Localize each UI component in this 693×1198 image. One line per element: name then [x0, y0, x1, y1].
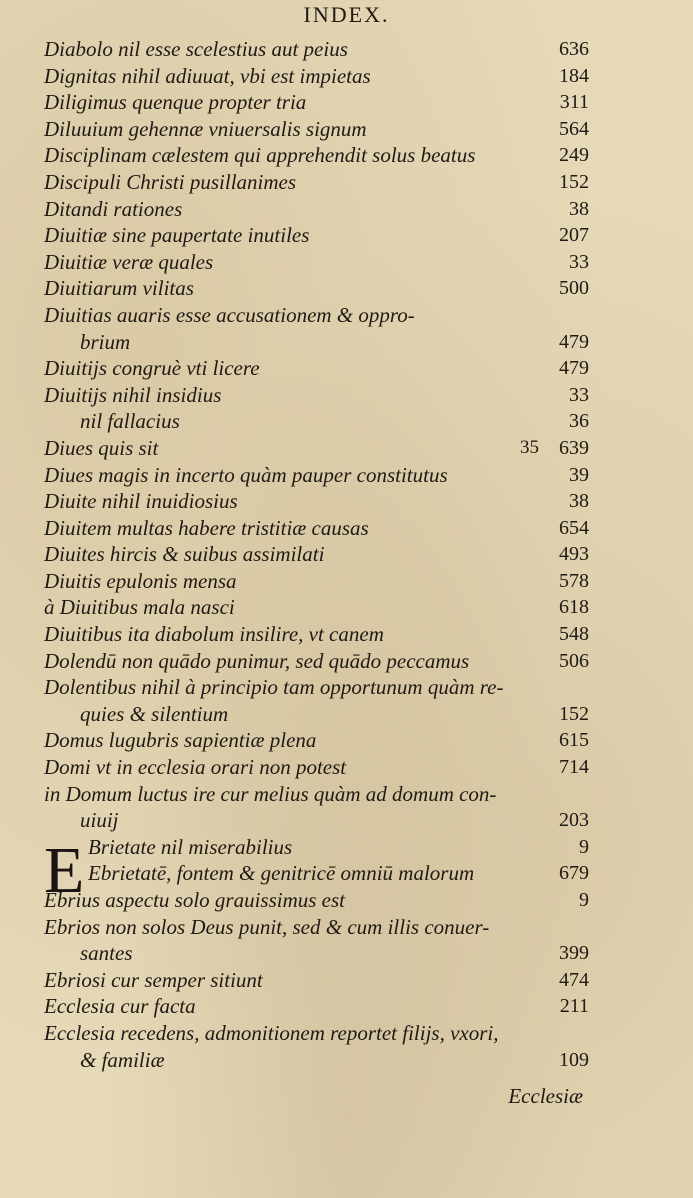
entry-text: à Diuitibus mala nasci	[44, 595, 235, 620]
index-entry	[44, 488, 589, 515]
entry-page: 39	[569, 463, 589, 486]
entry-page: 615	[559, 729, 589, 752]
entry-text: Diabolo nil esse scelestius aut peius	[44, 37, 348, 61]
index-entries	[44, 36, 589, 1073]
entry-page: 207	[559, 224, 589, 247]
entry-text: Dolentibus nihil à principio tam opportunum quàm re-	[44, 675, 504, 700]
entry-page: 311	[559, 91, 589, 114]
entry-text: Dolendū non quādo punimur, sed quādo peccamus	[44, 648, 470, 673]
entry-page: 38	[569, 197, 589, 220]
entry-text: Brietate nil miserabilius	[88, 834, 293, 859]
entry-page: 33	[569, 383, 589, 406]
entry-text: Dignitas nihil adiuuat, vbi est impietas	[44, 63, 371, 88]
entry-page: 9	[579, 889, 589, 911]
index-entry	[44, 781, 589, 808]
entry-text: Diuite nihil inuidiosius	[44, 489, 238, 514]
index-entry	[44, 648, 589, 675]
index-entry	[44, 940, 589, 967]
entry-text: in Domum luctus ire cur melius quàm ad domum con-	[44, 781, 497, 806]
entry-text: Ebrius aspectu solo grauissimus est	[44, 888, 346, 912]
entry-text: Disciplinam cælestem qui apprehendit solus beatus	[44, 143, 476, 168]
entry-page: 36	[569, 410, 589, 433]
entry-text: Diues magis in incerto quàm pauper constitutus	[44, 462, 448, 487]
entry-page-secondary: 35	[520, 436, 539, 458]
entry-text: Ebriosi cur semper sitiunt	[44, 967, 263, 992]
entry-page: 564	[559, 117, 589, 140]
entry-text: Discipuli Christi pusillanimes	[44, 169, 297, 194]
entry-page: 203	[559, 809, 589, 832]
entry-page: 33	[569, 250, 589, 273]
index-entry	[44, 462, 589, 489]
entry-text: Ecclesia cur facta	[44, 994, 196, 1019]
entry-page: 618	[559, 596, 589, 619]
index-entry	[44, 621, 589, 648]
index-entry	[44, 275, 589, 302]
entry-text: Ebrietatē, fontem & genitricē omniū malorum	[88, 861, 475, 886]
entry-page: 479	[559, 357, 589, 380]
index-entry	[44, 807, 589, 834]
catchword: Ecclesiæ	[508, 1084, 583, 1108]
entry-page: 714	[559, 756, 589, 779]
entry-page: 493	[559, 543, 589, 566]
entry-text: santes	[80, 941, 133, 966]
index-entry	[44, 727, 589, 754]
index-entry	[44, 222, 589, 249]
entry-text: quies & silentium	[80, 701, 229, 726]
index-entry	[44, 541, 589, 568]
index-entry	[44, 63, 589, 90]
index-entry	[44, 967, 589, 994]
index-entry	[44, 169, 589, 196]
index-entry	[44, 302, 589, 329]
entry-text: Diligimus quenque propter tria	[44, 90, 307, 115]
index-entry	[44, 834, 589, 861]
index-entry	[44, 993, 589, 1020]
entry-text: Diuitibus ita diabolum insilire, vt canem	[44, 622, 384, 647]
drop-cap: E	[44, 834, 85, 907]
entry-text: Diuitiæ sine paupertate inutiles	[44, 223, 310, 248]
entry-text: nil fallacius	[80, 409, 180, 434]
entry-page: 9	[579, 835, 589, 858]
index-entry	[44, 382, 589, 409]
entry-page: 654	[559, 516, 589, 539]
entry-page: 500	[559, 277, 589, 300]
index-entry	[44, 142, 589, 169]
index-entry	[44, 116, 589, 143]
entry-page: 679	[559, 862, 589, 885]
entry-text: Domi vt in ecclesia orari non potest	[44, 755, 347, 780]
entry-page: 506	[559, 649, 589, 672]
entry-page: 548	[559, 623, 589, 646]
entry-text: brium	[80, 329, 131, 354]
entry-page: 211	[559, 995, 589, 1018]
entry-page: 249	[559, 144, 589, 167]
entry-text: Diuitias auaris esse accusationem & oppro-	[44, 302, 415, 327]
entry-text: Diues quis sit	[44, 435, 159, 460]
entry-text: Diuitiæ veræ quales	[44, 249, 214, 274]
entry-page: 38	[569, 490, 589, 513]
page-header: INDEX.	[303, 2, 390, 27]
entry-page: 184	[559, 64, 589, 87]
entry-text: Diuitiarum vilitas	[44, 276, 194, 301]
index-entry	[44, 568, 589, 595]
index-entry	[44, 887, 589, 914]
index-entry	[44, 435, 589, 462]
entry-text: Ebrios non solos Deus punit, sed & cum illis conuer-	[44, 914, 490, 939]
entry-text: uiuij	[80, 808, 119, 833]
entry-text: & familiæ	[80, 1047, 165, 1072]
index-entry	[44, 914, 589, 941]
index-entry	[44, 249, 589, 276]
index-entry	[44, 515, 589, 542]
index-entry	[44, 701, 589, 728]
index-entry	[44, 329, 589, 356]
entry-page: 109	[559, 1048, 589, 1071]
index-entry	[44, 355, 589, 382]
index-entry	[44, 408, 589, 435]
index-entry	[44, 196, 589, 223]
index-entry	[44, 594, 589, 621]
entry-text: Diluuium gehennæ vniuersalis signum	[44, 116, 367, 141]
entry-page: 639	[559, 436, 589, 459]
entry-page: 399	[559, 942, 589, 965]
entry-page: 479	[559, 330, 589, 353]
entry-text: Diuitijs congruè vti licere	[44, 356, 260, 381]
entry-page: 636	[559, 38, 589, 60]
entry-text: Diuitem multas habere tristitiæ causas	[44, 515, 369, 540]
entry-text: Ecclesia recedens, admonitionem reportet filijs, vxori,	[44, 1020, 499, 1045]
entry-page: 152	[559, 702, 589, 725]
entry-page: 152	[559, 170, 589, 193]
index-entry	[44, 89, 589, 116]
entry-page: 474	[559, 968, 589, 991]
index-entry	[44, 860, 589, 887]
index-entry	[44, 36, 589, 63]
index-entry	[44, 674, 589, 701]
index-entry	[44, 754, 589, 781]
entry-text: Diuitis epulonis mensa	[44, 568, 237, 593]
entry-text: Diuitijs nihil insidius	[44, 382, 222, 407]
entry-page: 578	[559, 569, 589, 592]
entry-text: Diuites hircis & suibus assimilati	[44, 542, 325, 567]
index-entry	[44, 1020, 589, 1047]
entry-text: Ditandi rationes	[44, 196, 183, 221]
index-entry	[44, 1047, 589, 1074]
entry-text: Domus lugubris sapientiæ plena	[44, 728, 317, 753]
